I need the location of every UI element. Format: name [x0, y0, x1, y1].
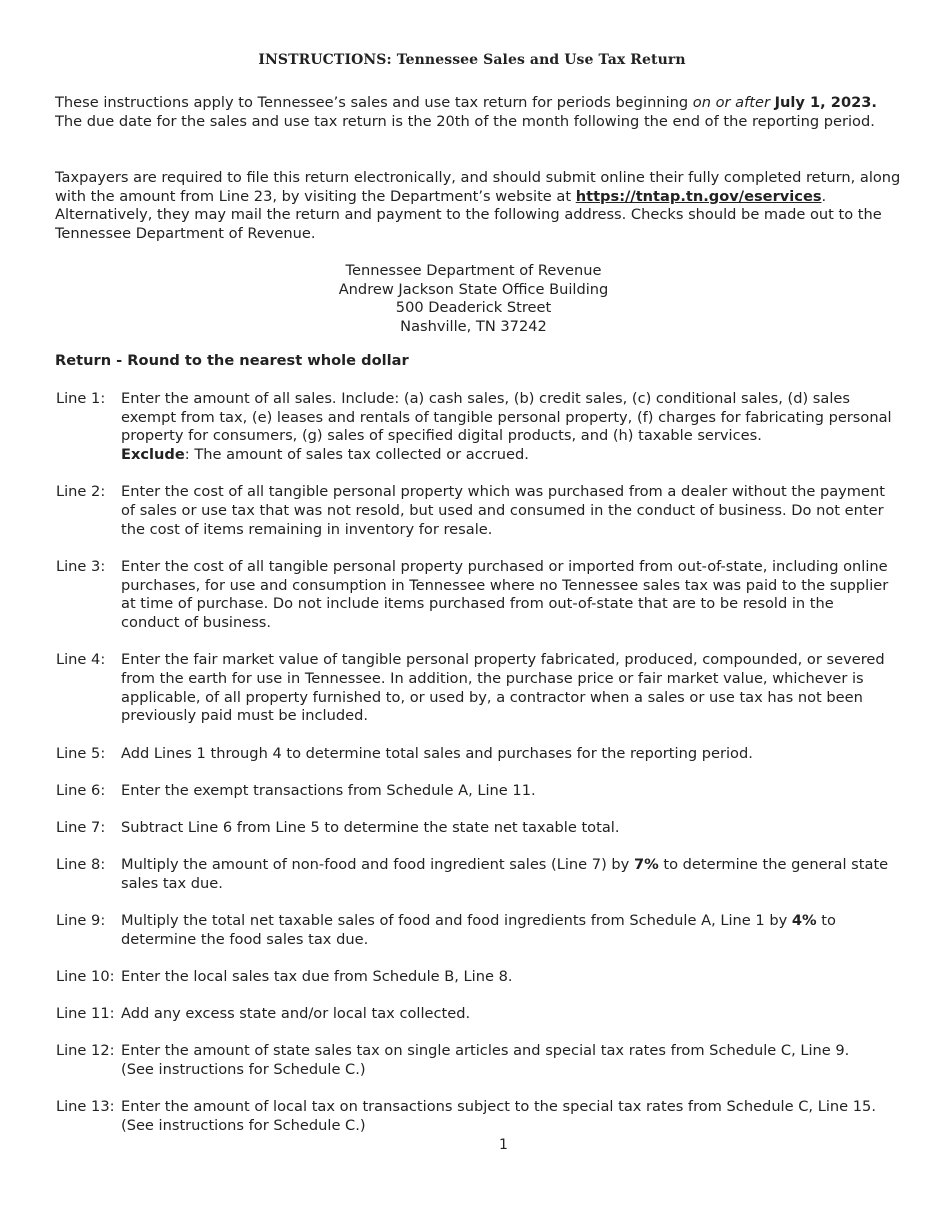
- line-label: Line 11:: [56, 1005, 115, 1023]
- list-item: Line 3: Enter the cost of all tangible personal property purchased or imported from out-of-state, including online purchases, for use and consumption in Tennessee where no Tennessee sales tax was paid to the supplier at time of purchase. Do not include items purchased from out-of-state that are to be resold in the conduct of business.: [56, 557, 889, 632]
- address-line: 500 Deaderick Street: [395, 299, 552, 317]
- list-item: Line 8: Multiply the amount of non-food and food ingredient sales (Line 7) by 7% to determine the general state sales tax due.: [56, 856, 889, 892]
- address-line: Andrew Jackson State Office Building: [338, 280, 609, 298]
- list-item: Line 2: Enter the cost of all tangible personal property which was purchased from a dealer without the payment of sales or use tax that was not resold, but used and consumed in the conduct of business. Do not enter the cost of items remaining in inventory for resale.: [56, 483, 885, 538]
- list-item: Line 10: Enter the local sales tax due from Schedule B, Line 8.: [56, 967, 513, 985]
- mailing-address: [0, 262, 947, 337]
- section-heading: Return - Round to the nearest whole dollar: [55, 352, 409, 369]
- page-title: INSTRUCTIONS: Tennessee Sales and Use Tax Return: [258, 52, 686, 68]
- eservices-link[interactable]: https://tntap.tn.gov/eservices: [575, 187, 822, 205]
- line-label: Line 5:: [56, 744, 106, 762]
- line-label: Line 9:: [56, 912, 106, 930]
- list-item: Line 12: Enter the amount of state sales tax on single articles and special tax rates from Schedule C, Line 9. (See instructions for Schedule C.): [56, 1042, 850, 1079]
- line-label: Line 13:: [56, 1098, 115, 1116]
- list-item: Line 9: Multiply the total net taxable sales of food and food ingredients from Schedule A, Line 1 by 4% to determine the food sales tax due.: [56, 912, 836, 948]
- list-item: Line 7: Subtract Line 6 from Line 5 to determine the state net taxable total.: [56, 818, 620, 836]
- line-label: Line 7:: [56, 818, 106, 836]
- line-label: Line 12:: [56, 1042, 115, 1060]
- line-instructions: [56, 390, 896, 1136]
- intro-paragraph: These instructions apply to Tennessee’s sales and use tax return for periods beginning on or after July 1, 2023. The due date for the sales and use tax return is the 20th of the month following the end of the reporting period.: [55, 94, 877, 130]
- line-label: Line 3:: [56, 557, 106, 575]
- line-label: Line 8:: [56, 856, 106, 874]
- page-number: 1: [499, 1137, 508, 1153]
- line-label: Line 6:: [56, 781, 106, 799]
- line-label: Line 1:: [56, 390, 106, 407]
- list-item: Line 13: Enter the amount of local tax on transactions subject to the special tax rates from Schedule C, Line 15. (See instructions for Schedule C.): [56, 1098, 876, 1134]
- address-line: Nashville, TN 37242: [400, 318, 547, 336]
- line-label: Line 2:: [56, 483, 106, 501]
- address-line: Tennessee Department of Revenue: [345, 262, 602, 279]
- list-item: Line 5: Add Lines 1 through 4 to determine total sales and purchases for the reporting period.: [56, 744, 753, 762]
- list-item: Line 11: Add any excess state and/or local tax collected.: [56, 1005, 471, 1023]
- line-label: Line 10:: [56, 967, 115, 985]
- line-label: Line 4:: [56, 651, 106, 669]
- list-item: Line 4: Enter the fair market value of tangible personal property fabricated, produced, compounded, or severed from the earth for use in Tennessee. In addition, the purchase price or fair market value, whichever is applicable, of all property furnished to, or used by, a contractor when a sales or use tax has not been previously paid must be included.: [56, 651, 885, 725]
- list-item: Line 6: Enter the exempt transactions from Schedule A, Line 11.: [56, 781, 536, 799]
- list-item: Line 1: Enter the amount of all sales. Include: (a) cash sales, (b) credit sales, (c) conditional sales, (d) sales exempt from tax, (e) leases and rentals of tangible personal property, (f) charges for fabricating personal property for consumers, (g) sales of specified digital products, and (h) taxable services. Exclude: The amount of sales tax collected or accrued.: [56, 390, 892, 464]
- filing-paragraph: Taxpayers are required to file this return electronically, and should submit online their fully completed return, along with the amount from Line 23, by visiting the Department’s website at https://tntap.tn.gov/eservices. Alternatively, they may mail the return and payment to the following address. Checks should be made out to the Tennessee Department of Revenue.: [55, 169, 901, 243]
